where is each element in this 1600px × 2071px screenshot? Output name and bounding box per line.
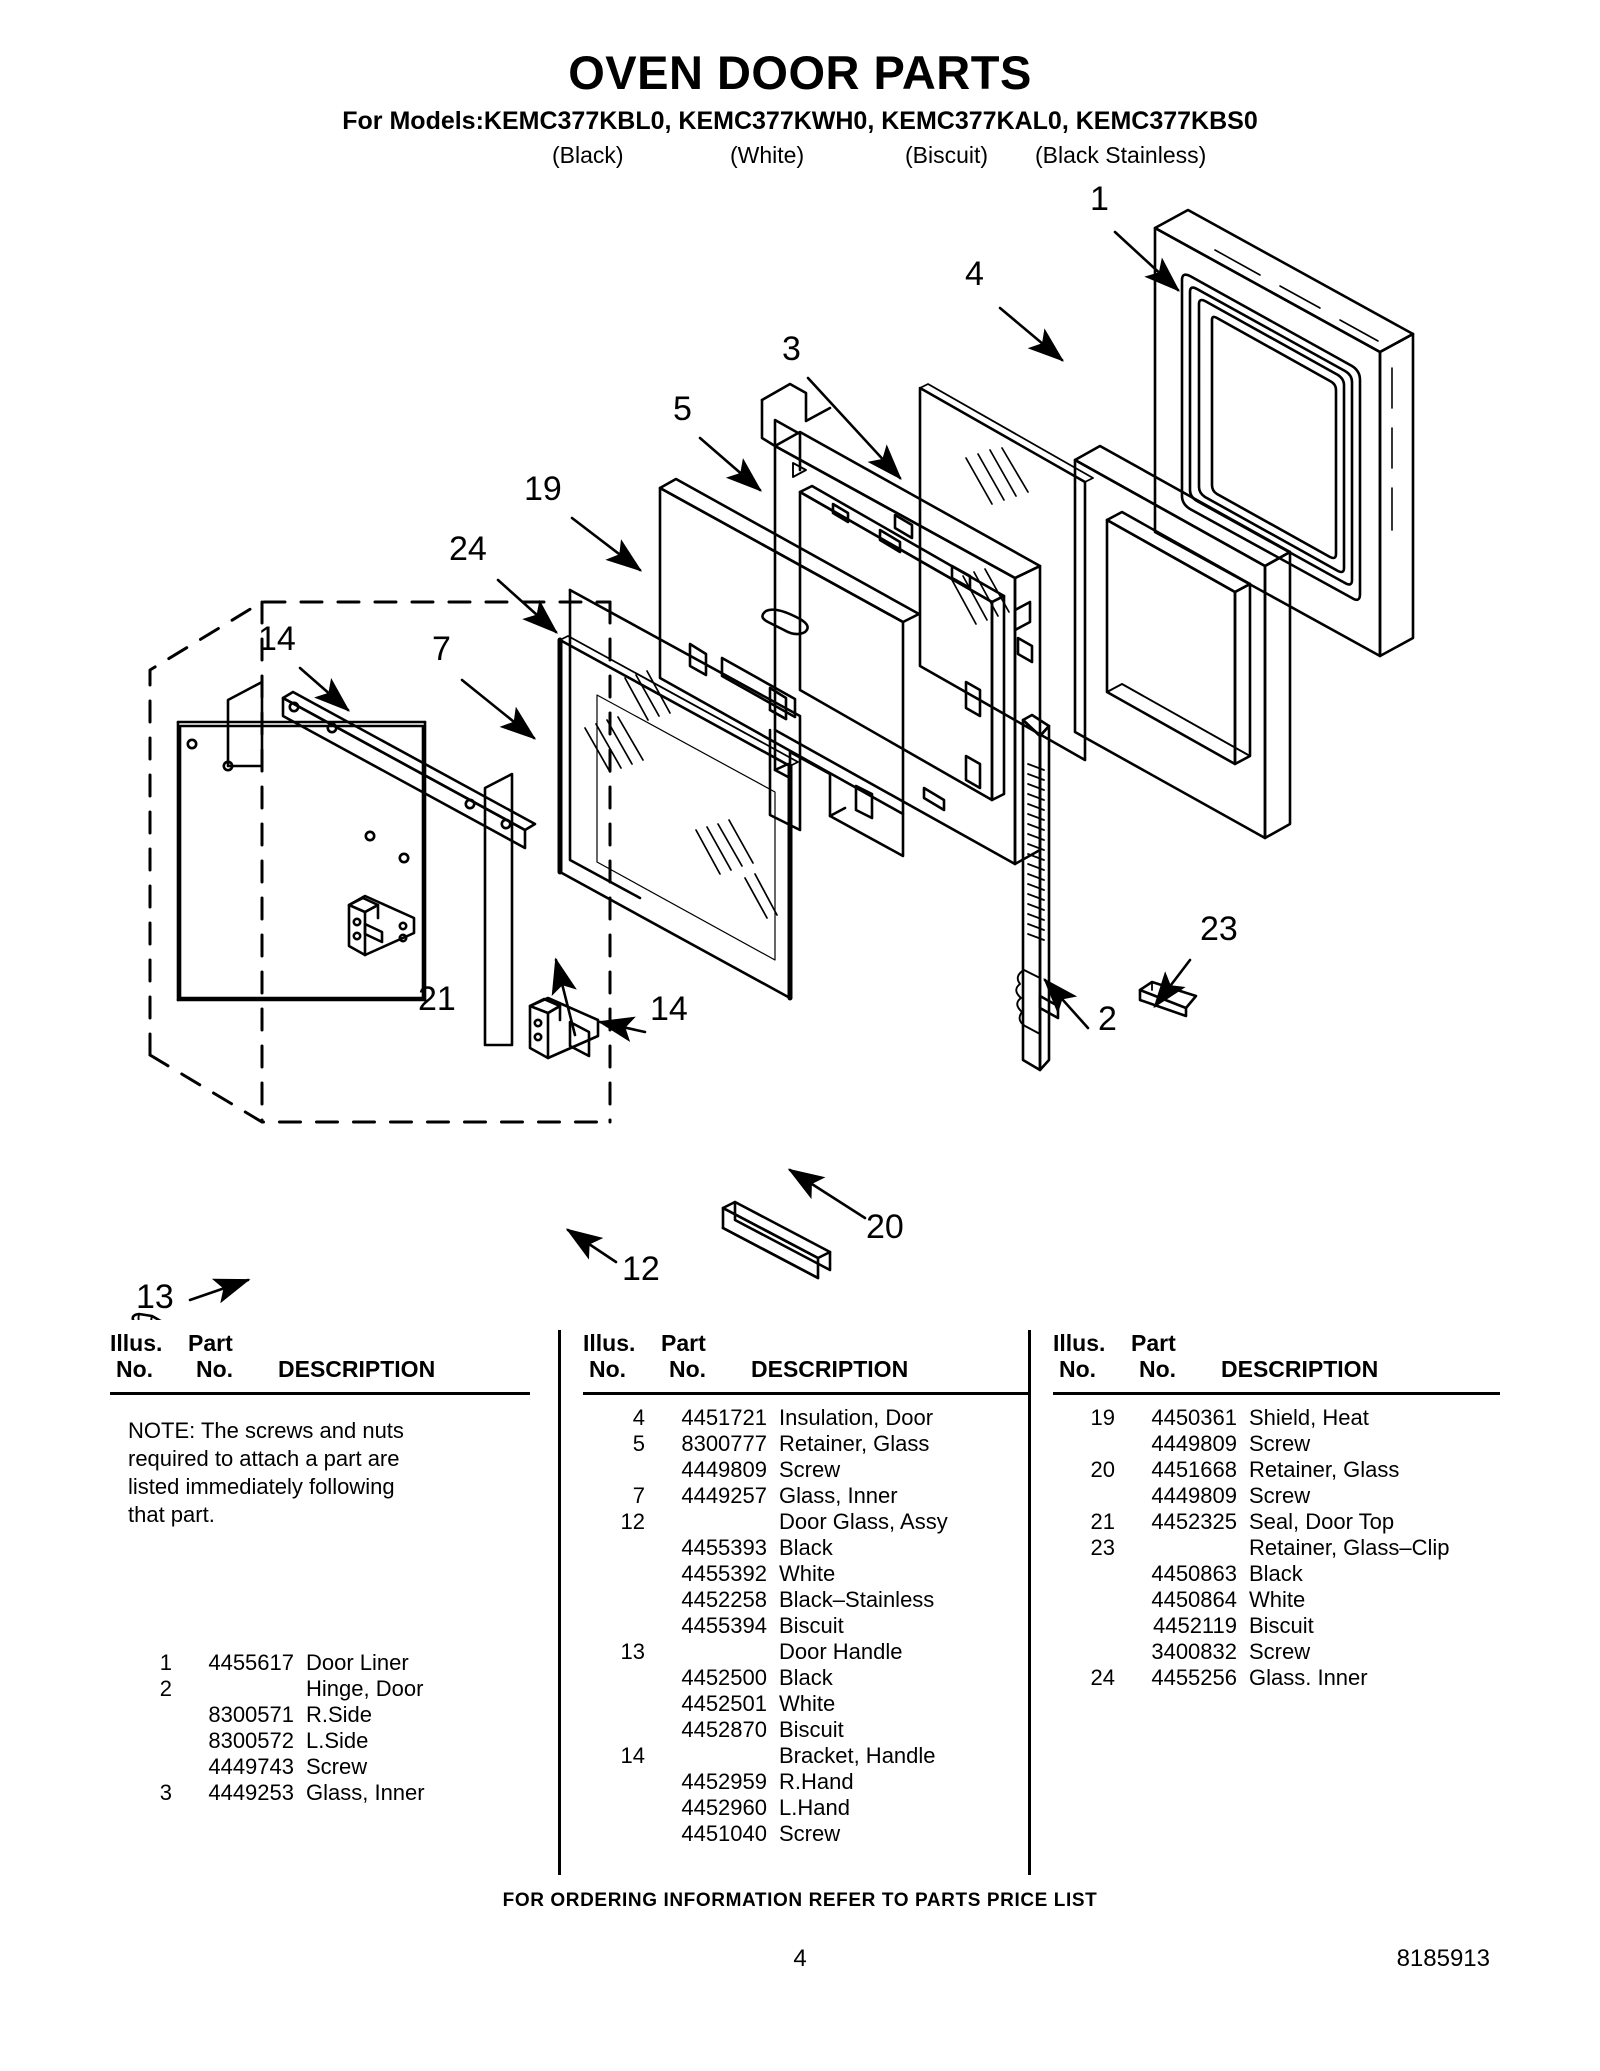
cell-desc: Black (1249, 1561, 1303, 1586)
callout-19: 19 (524, 470, 562, 508)
cell-desc: Screw (779, 1457, 841, 1482)
cell-part: 4449809 (1151, 1431, 1237, 1456)
header-illus: Illus. (1053, 1330, 1106, 1356)
cell-part: 4449809 (1151, 1483, 1237, 1508)
cell-illus: 7 (632, 1483, 645, 1508)
table-row (583, 1481, 1028, 1507)
table-row (583, 1637, 1028, 1663)
callout-20: 20 (866, 1208, 904, 1246)
cell-desc: Bracket, Handle (779, 1743, 936, 1768)
table-row (583, 1507, 1028, 1533)
cell-desc: Shield, Heat (1249, 1405, 1369, 1430)
table-row (583, 1611, 1028, 1637)
cell-desc: White (1249, 1587, 1306, 1612)
table-row (583, 1819, 1028, 1845)
cell-part: 4455256 (1151, 1665, 1237, 1690)
cell-part: 4450864 (1151, 1587, 1237, 1612)
finish-label-black: (Black) (552, 142, 624, 169)
table-row (1053, 1481, 1500, 1507)
cell-part: 4451040 (681, 1821, 767, 1846)
part-glass-24-7-shape (560, 590, 800, 998)
cell-illus: 24 (1090, 1665, 1115, 1690)
cell-desc: Hinge, Door (306, 1675, 424, 1701)
table-row (1053, 1637, 1500, 1663)
page-number: 4 (793, 1945, 807, 1972)
cell-desc: White (779, 1691, 836, 1716)
header-illus-no: No. (1059, 1356, 1097, 1382)
parts-table-column-3 (1028, 1330, 1500, 1875)
cell-desc: Glass, Inner (306, 1779, 425, 1805)
cell-desc: Screw (1249, 1483, 1311, 1508)
table-row (1053, 1559, 1500, 1585)
cell-part: 4450361 (1151, 1405, 1237, 1430)
callout-24: 24 (449, 530, 487, 568)
cell-desc: Biscuit (779, 1613, 844, 1638)
cell-desc: Screw (1249, 1431, 1311, 1456)
cell-desc: Door Liner (306, 1649, 409, 1675)
parts-table-column-2 (558, 1330, 1028, 1875)
document-number: 8185913 (1396, 1945, 1490, 1972)
cell-part: 8300572 (208, 1727, 294, 1753)
header-part-no: No. (669, 1356, 707, 1382)
cell-desc: Retainer, Glass–Clip (1249, 1535, 1450, 1560)
cell-part: 4455392 (681, 1561, 767, 1586)
table-row (1053, 1611, 1500, 1637)
header-rule-2 (583, 1392, 1028, 1395)
cell-part: 4452119 (1152, 1613, 1237, 1638)
table-row (1053, 1533, 1500, 1559)
cell-part: 4452500 (681, 1665, 767, 1690)
cell-desc: L.Side (306, 1727, 369, 1753)
table-row (583, 1533, 1028, 1559)
table-row (1053, 1507, 1500, 1533)
callout-14-upper: 14 (258, 620, 296, 658)
cell-desc: Black (779, 1535, 833, 1560)
table-row (1053, 1403, 1500, 1429)
cell-part: 4455393 (681, 1535, 767, 1560)
cell-illus: 5 (632, 1431, 645, 1456)
table-row (1053, 1429, 1500, 1455)
cell-desc: Screw (779, 1821, 841, 1846)
page-title: OVEN DOOR PARTS (568, 46, 1032, 99)
header-illus: Illus. (583, 1330, 636, 1356)
table-row (583, 1429, 1028, 1455)
table-row (110, 1648, 538, 1674)
part-retainer-glass-5-shape (762, 384, 1040, 864)
parts-rows-1 (110, 1648, 538, 1804)
cell-illus: 12 (620, 1509, 645, 1534)
cell-desc: Screw (306, 1753, 368, 1779)
cell-part: 4449253 (208, 1779, 294, 1805)
part-retainer-glass-20-shape (723, 1202, 830, 1278)
part-bracket-handle-upper-shape (349, 896, 414, 955)
cell-part: 4452959 (681, 1769, 767, 1794)
table-row (583, 1559, 1028, 1585)
table-row (110, 1778, 538, 1804)
callout-14-lower: 14 (650, 990, 688, 1028)
header-part: Part (1131, 1330, 1176, 1356)
cell-desc: Seal, Door Top (1249, 1509, 1395, 1534)
cell-illus: 1 (159, 1649, 172, 1675)
cell-part: 4452325 (1151, 1509, 1237, 1534)
cell-illus: 2 (159, 1675, 172, 1701)
finish-label-biscuit: (Biscuit) (905, 142, 989, 169)
part-hinge-door-shape (1016, 715, 1058, 1070)
cell-part: 4451721 (681, 1405, 767, 1430)
cell-desc: Biscuit (779, 1717, 844, 1742)
screws-note: NOTE: The screws and nuts required to attach a part are listed immediately following that part. (128, 1418, 404, 1528)
header-part-no: No. (1139, 1356, 1177, 1382)
cell-illus: 3 (159, 1779, 172, 1805)
table-row (1053, 1663, 1500, 1689)
part-door-outer-panel-shape (178, 682, 512, 1045)
cell-illus: 19 (1090, 1405, 1115, 1430)
cell-desc: Black–Stainless (779, 1587, 935, 1612)
exploded-parts-diagram (0, 170, 1600, 1320)
callout-4: 4 (965, 255, 984, 293)
cell-part: 4452870 (681, 1717, 767, 1742)
table-row (110, 1674, 538, 1700)
callout-5: 5 (673, 390, 692, 428)
table-row (110, 1726, 538, 1752)
table-row (583, 1715, 1028, 1741)
header-description: DESCRIPTION (751, 1356, 909, 1382)
cell-illus: 14 (620, 1743, 645, 1768)
parts-tables (110, 1330, 1500, 1875)
finish-label-black-stainless: (Black Stainless) (1035, 142, 1207, 169)
header-illus: Illus. (110, 1330, 163, 1356)
part-door-glass-assy-dashed-outline (150, 602, 610, 1122)
part-seal-door-top-shape (283, 692, 535, 848)
header-rule-3 (1053, 1392, 1500, 1395)
cell-desc: L.Hand (779, 1795, 850, 1820)
callout-3: 3 (782, 330, 801, 368)
table-header-1 (110, 1330, 538, 1392)
cell-desc: Biscuit (1249, 1613, 1314, 1638)
cell-part: 4449809 (681, 1457, 767, 1482)
header-part: Part (188, 1330, 233, 1356)
table-row (583, 1793, 1028, 1819)
callout-7: 7 (432, 630, 451, 668)
cell-desc: Glass. Inner (1249, 1665, 1368, 1690)
cell-part: 3400832 (1151, 1639, 1237, 1664)
cell-part: 8300571 (208, 1701, 294, 1727)
cell-part: 4451668 (1151, 1457, 1237, 1482)
part-door-liner-shape (1155, 210, 1413, 656)
cell-part: 4452258 (681, 1587, 767, 1612)
cell-part: 8300777 (681, 1431, 767, 1456)
cell-desc: Black (779, 1665, 833, 1690)
cell-desc: Door Handle (779, 1639, 903, 1664)
cell-illus: 4 (632, 1405, 645, 1430)
cell-desc: Retainer, Glass (1249, 1457, 1400, 1482)
header-part: Part (661, 1330, 706, 1356)
callout-2: 2 (1098, 1000, 1117, 1038)
cell-desc: Glass, Inner (779, 1483, 898, 1508)
table-row (110, 1700, 538, 1726)
table-row (1053, 1455, 1500, 1481)
part-bracket-handle-lower-shape (530, 998, 598, 1058)
table-header-2 (583, 1330, 1028, 1392)
table-row (583, 1767, 1028, 1793)
cell-desc: R.Side (306, 1701, 373, 1727)
header-description: DESCRIPTION (1221, 1356, 1379, 1382)
parts-rows-2 (583, 1403, 1028, 1845)
cell-illus: 13 (620, 1639, 645, 1664)
table-row (583, 1689, 1028, 1715)
table-row (583, 1403, 1028, 1429)
cell-desc: Door Glass, Assy (779, 1509, 948, 1534)
parts-table-column-1 (110, 1330, 558, 1875)
callout-21: 21 (418, 980, 456, 1018)
cell-part: 4452501 (681, 1691, 767, 1716)
cell-part: 4452960 (681, 1795, 767, 1820)
parts-rows-3 (1053, 1403, 1500, 1689)
cell-part: 4455617 (208, 1649, 294, 1675)
callout-1: 1 (1090, 180, 1109, 218)
table-row (583, 1663, 1028, 1689)
table-row (110, 1752, 538, 1778)
table-header-3 (1053, 1330, 1500, 1392)
page-header (0, 0, 1600, 172)
callout-12: 12 (622, 1250, 660, 1288)
cell-illus: 23 (1090, 1535, 1115, 1560)
table-row (1053, 1585, 1500, 1611)
finish-label-white: (White) (730, 142, 805, 169)
table-row (583, 1741, 1028, 1767)
cell-illus: 20 (1090, 1457, 1115, 1482)
header-part-no: No. (196, 1356, 234, 1382)
callout-13: 13 (136, 1278, 174, 1316)
cell-desc: White (779, 1561, 836, 1586)
cell-part: 4449743 (208, 1753, 294, 1779)
header-illus-no: No. (116, 1356, 154, 1382)
cell-desc: Insulation, Door (779, 1405, 934, 1430)
header-rule-1 (110, 1392, 530, 1395)
ordering-information-note: FOR ORDERING INFORMATION REFER TO PARTS PRICE LIST (502, 1890, 1098, 1911)
callout-23: 23 (1200, 910, 1238, 948)
header-illus-no: No. (589, 1356, 627, 1382)
header-description: DESCRIPTION (278, 1356, 436, 1382)
table-row (583, 1585, 1028, 1611)
callout-labels (136, 180, 1238, 1316)
finish-labels-row (0, 142, 1600, 172)
cell-desc: R.Hand (779, 1769, 854, 1794)
cell-part: 4455394 (681, 1613, 767, 1638)
cell-desc: Retainer, Glass (779, 1431, 930, 1456)
table-row (583, 1455, 1028, 1481)
cell-part: 4449257 (681, 1483, 767, 1508)
cell-illus: 21 (1090, 1509, 1115, 1534)
models-line: For Models:KEMC377KBL0, KEMC377KWH0, KEMC377KAL0, KEMC377KBS0 (342, 107, 1258, 136)
cell-part: 4450863 (1151, 1561, 1237, 1586)
part-insulation-door-shape (1075, 446, 1290, 838)
cell-desc: Screw (1249, 1639, 1311, 1664)
